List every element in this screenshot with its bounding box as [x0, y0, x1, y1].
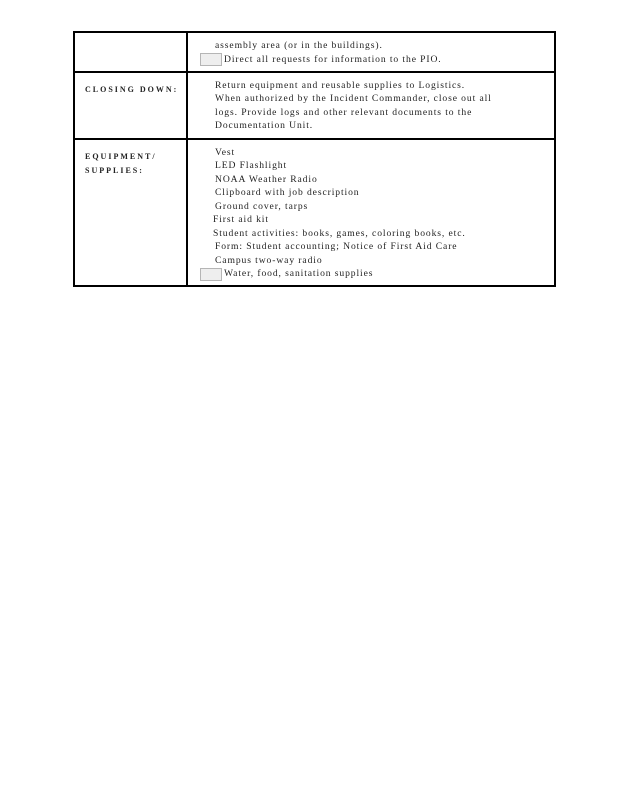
row-label-cell: [74, 139, 187, 287]
responsibilities-table: [73, 31, 556, 287]
list-item: Student activities: books, games, coloring books, etc.: [213, 227, 466, 239]
list-item: Vest: [215, 146, 236, 158]
list-item: Campus two-way radio: [215, 254, 323, 266]
checklist-item-text: Water, food, sanitation supplies: [224, 268, 374, 280]
list-item: First aid kit: [213, 214, 269, 225]
section-label-line: EQUIPMENT/: [85, 151, 157, 161]
row-label-cell: [74, 32, 187, 72]
table-row-closing-down: [74, 72, 555, 139]
list-item: NOAA Weather Radio: [215, 173, 318, 185]
section-label: CLOSING DOWN:: [85, 84, 179, 94]
checklist-item: [200, 53, 546, 67]
table-row-equipment-supplies: [74, 139, 555, 287]
checklist-item: [200, 267, 546, 281]
row-label-cell: [74, 72, 187, 139]
list-item: logs. Provide logs and other relevant documents to the: [215, 106, 473, 118]
list-item: assembly area (or in the buildings).: [215, 40, 383, 51]
list-item: Clipboard with job description: [215, 187, 360, 198]
table-row-continued: [74, 32, 555, 72]
section-label-line: SUPPLIES:: [85, 165, 144, 175]
checkbox[interactable]: [200, 53, 222, 66]
list-item: Form: Student accounting; Notice of First Aid Care: [215, 241, 458, 252]
checkbox[interactable]: [200, 268, 222, 281]
row-content-cell: [187, 139, 555, 287]
list-item: Return equipment and reusable supplies to Logistics.: [215, 79, 466, 91]
checklist-item-text: Direct all requests for information to the PIO.: [224, 53, 442, 65]
list-item: Ground cover, tarps: [215, 200, 309, 212]
list-item: LED Flashlight: [215, 160, 288, 171]
section-label: [75, 140, 186, 178]
row-content-cell: [187, 72, 555, 139]
list-item: Documentation Unit.: [215, 120, 314, 131]
list-item: When authorized by the Incident Commander, close out all: [215, 93, 492, 104]
row-content-cell: [187, 32, 555, 72]
